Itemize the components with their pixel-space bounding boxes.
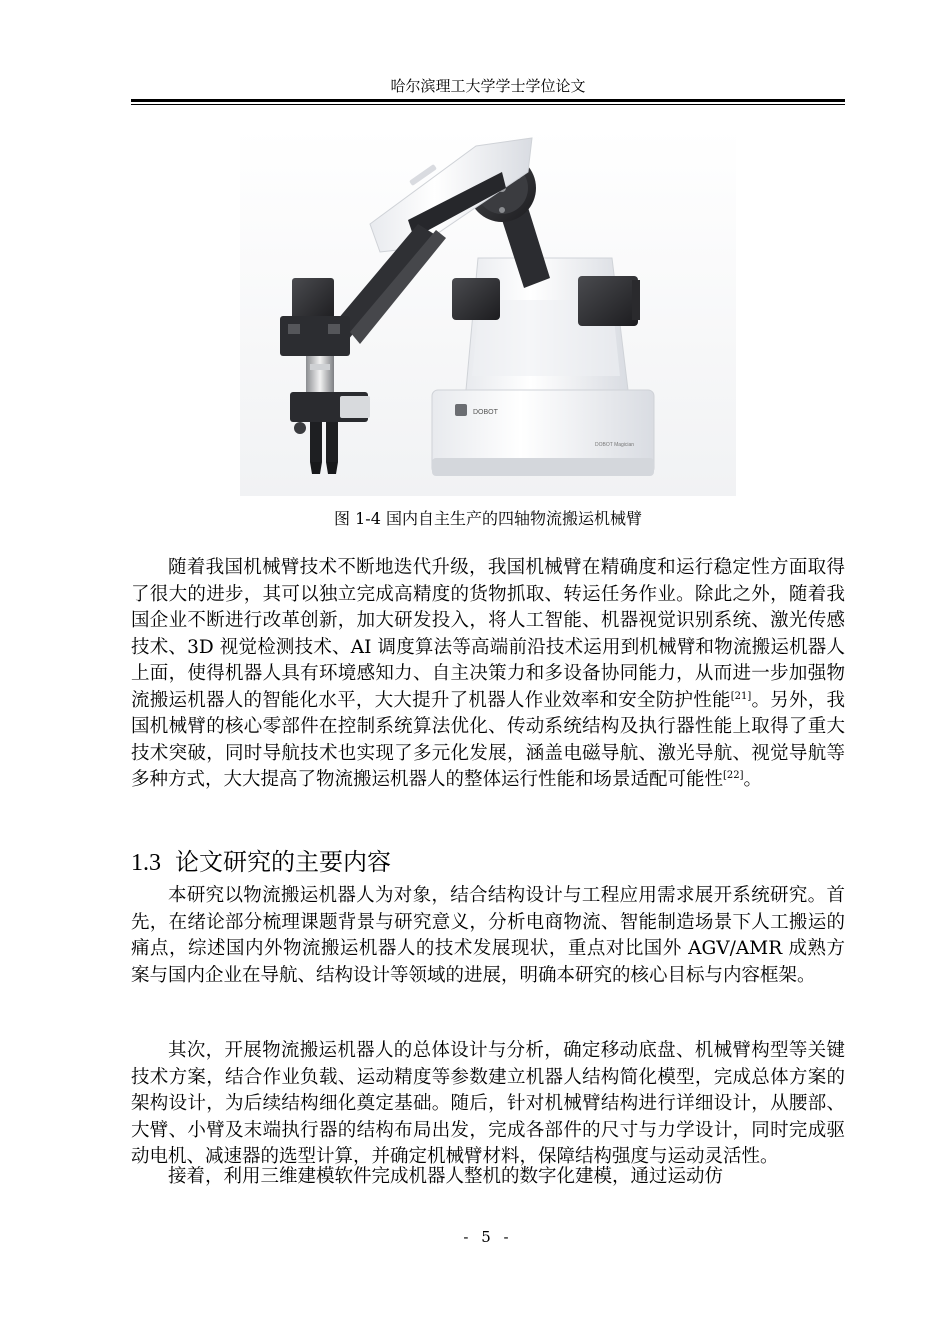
body-paragraph-2: 本研究以物流搬运机器人为对象，结合结构设计与工程应用需求展开系统研究。首先，在绪论部分梳理课题背景与研究意义，分析电商物流、智能制造场景下人工搬运的痛点，综述国内外物流搬运机器人的技术发展现状，重点对比国外 AGV/AMR 成熟方案与国内企业在导航、结构设计等领域的进展，明确本研究的核心目标与内容框架。: [131, 885, 845, 986]
body-paragraph-3: 其次，开展物流搬运机器人的总体设计与分析，确定移动底盘、机械臂构型等关键技术方案，结合作业负载、运动精度等参数建立机器人结构简化模型，完成总体方案的架构设计，为后续结构细化奠定基础。随后，针对机械臂结构进行详细设计，从腰部、大臂、小臂及末端执行器的结构布局出发，完成各部件的尺寸与力学设计，同时完成驱动电机、减速器的选型计算，并确定机械臂材料，保障结构强度与运动灵活性。: [131, 1040, 845, 1167]
robot-arm-figure: [240, 128, 736, 496]
body-paragraph-1: [131, 555, 845, 794]
section-number: 1.3: [131, 850, 161, 876]
header-title: 哈尔滨理工大学学士学位论文: [390, 77, 586, 95]
section-heading: [131, 846, 391, 879]
section-title: 论文研究的主要内容: [175, 848, 391, 876]
page-number: - 5 -: [463, 1228, 513, 1246]
p1-text-b: 。另外，我国机械臂的核心零部件在控制系统算法优化、传动系统结构及执行器性能上取得了重大技术突破，同时导航技术也实现了多元化发展，涵盖电磁导航、激光导航、视觉导航等多种方式，大大提高了物流搬运机器人的整体运行性能和场景适配可能性: [131, 689, 845, 790]
citation-21: [21]: [730, 690, 752, 702]
header-rule-thin: [131, 104, 845, 105]
model-label: DOBOT Magician: [595, 442, 635, 448]
figure-caption: 图 1-4 国内自主生产的四轴物流搬运机械臂: [334, 509, 642, 528]
robot-arm-image: [240, 128, 736, 496]
header-rule-thick: [131, 99, 845, 102]
p1-text-end: 。: [743, 769, 763, 790]
body-paragraph-4: 接着，利用三维建模软件完成机器人整机的数字化建模，通过运动仿: [168, 1166, 724, 1187]
citation-22: [22]: [723, 769, 744, 781]
p1-text-a: 随着我国机械臂技术不断地迭代升级，我国机械臂在精确度和运行稳定性方面取得了很大的进步，其可以独立完成高精度的货物抓取、转运任务作业。除此之外，随着我国企业不断进行改革创新，加大研发投入，将人工智能、机器视觉识别系统、激光传感技术、3D 视觉检测技术、AI 调度算法等高端前沿技术运用到机械臂和物流搬运机器人上面，使得机器人具有环境感知力、自主决策力和多设备协同能力，从而进一步加强物流搬运机器人的智能化水平，大大提升了机器人作业效率和安全防护性能: [131, 557, 845, 711]
brand-label: DOBOT: [473, 409, 498, 416]
